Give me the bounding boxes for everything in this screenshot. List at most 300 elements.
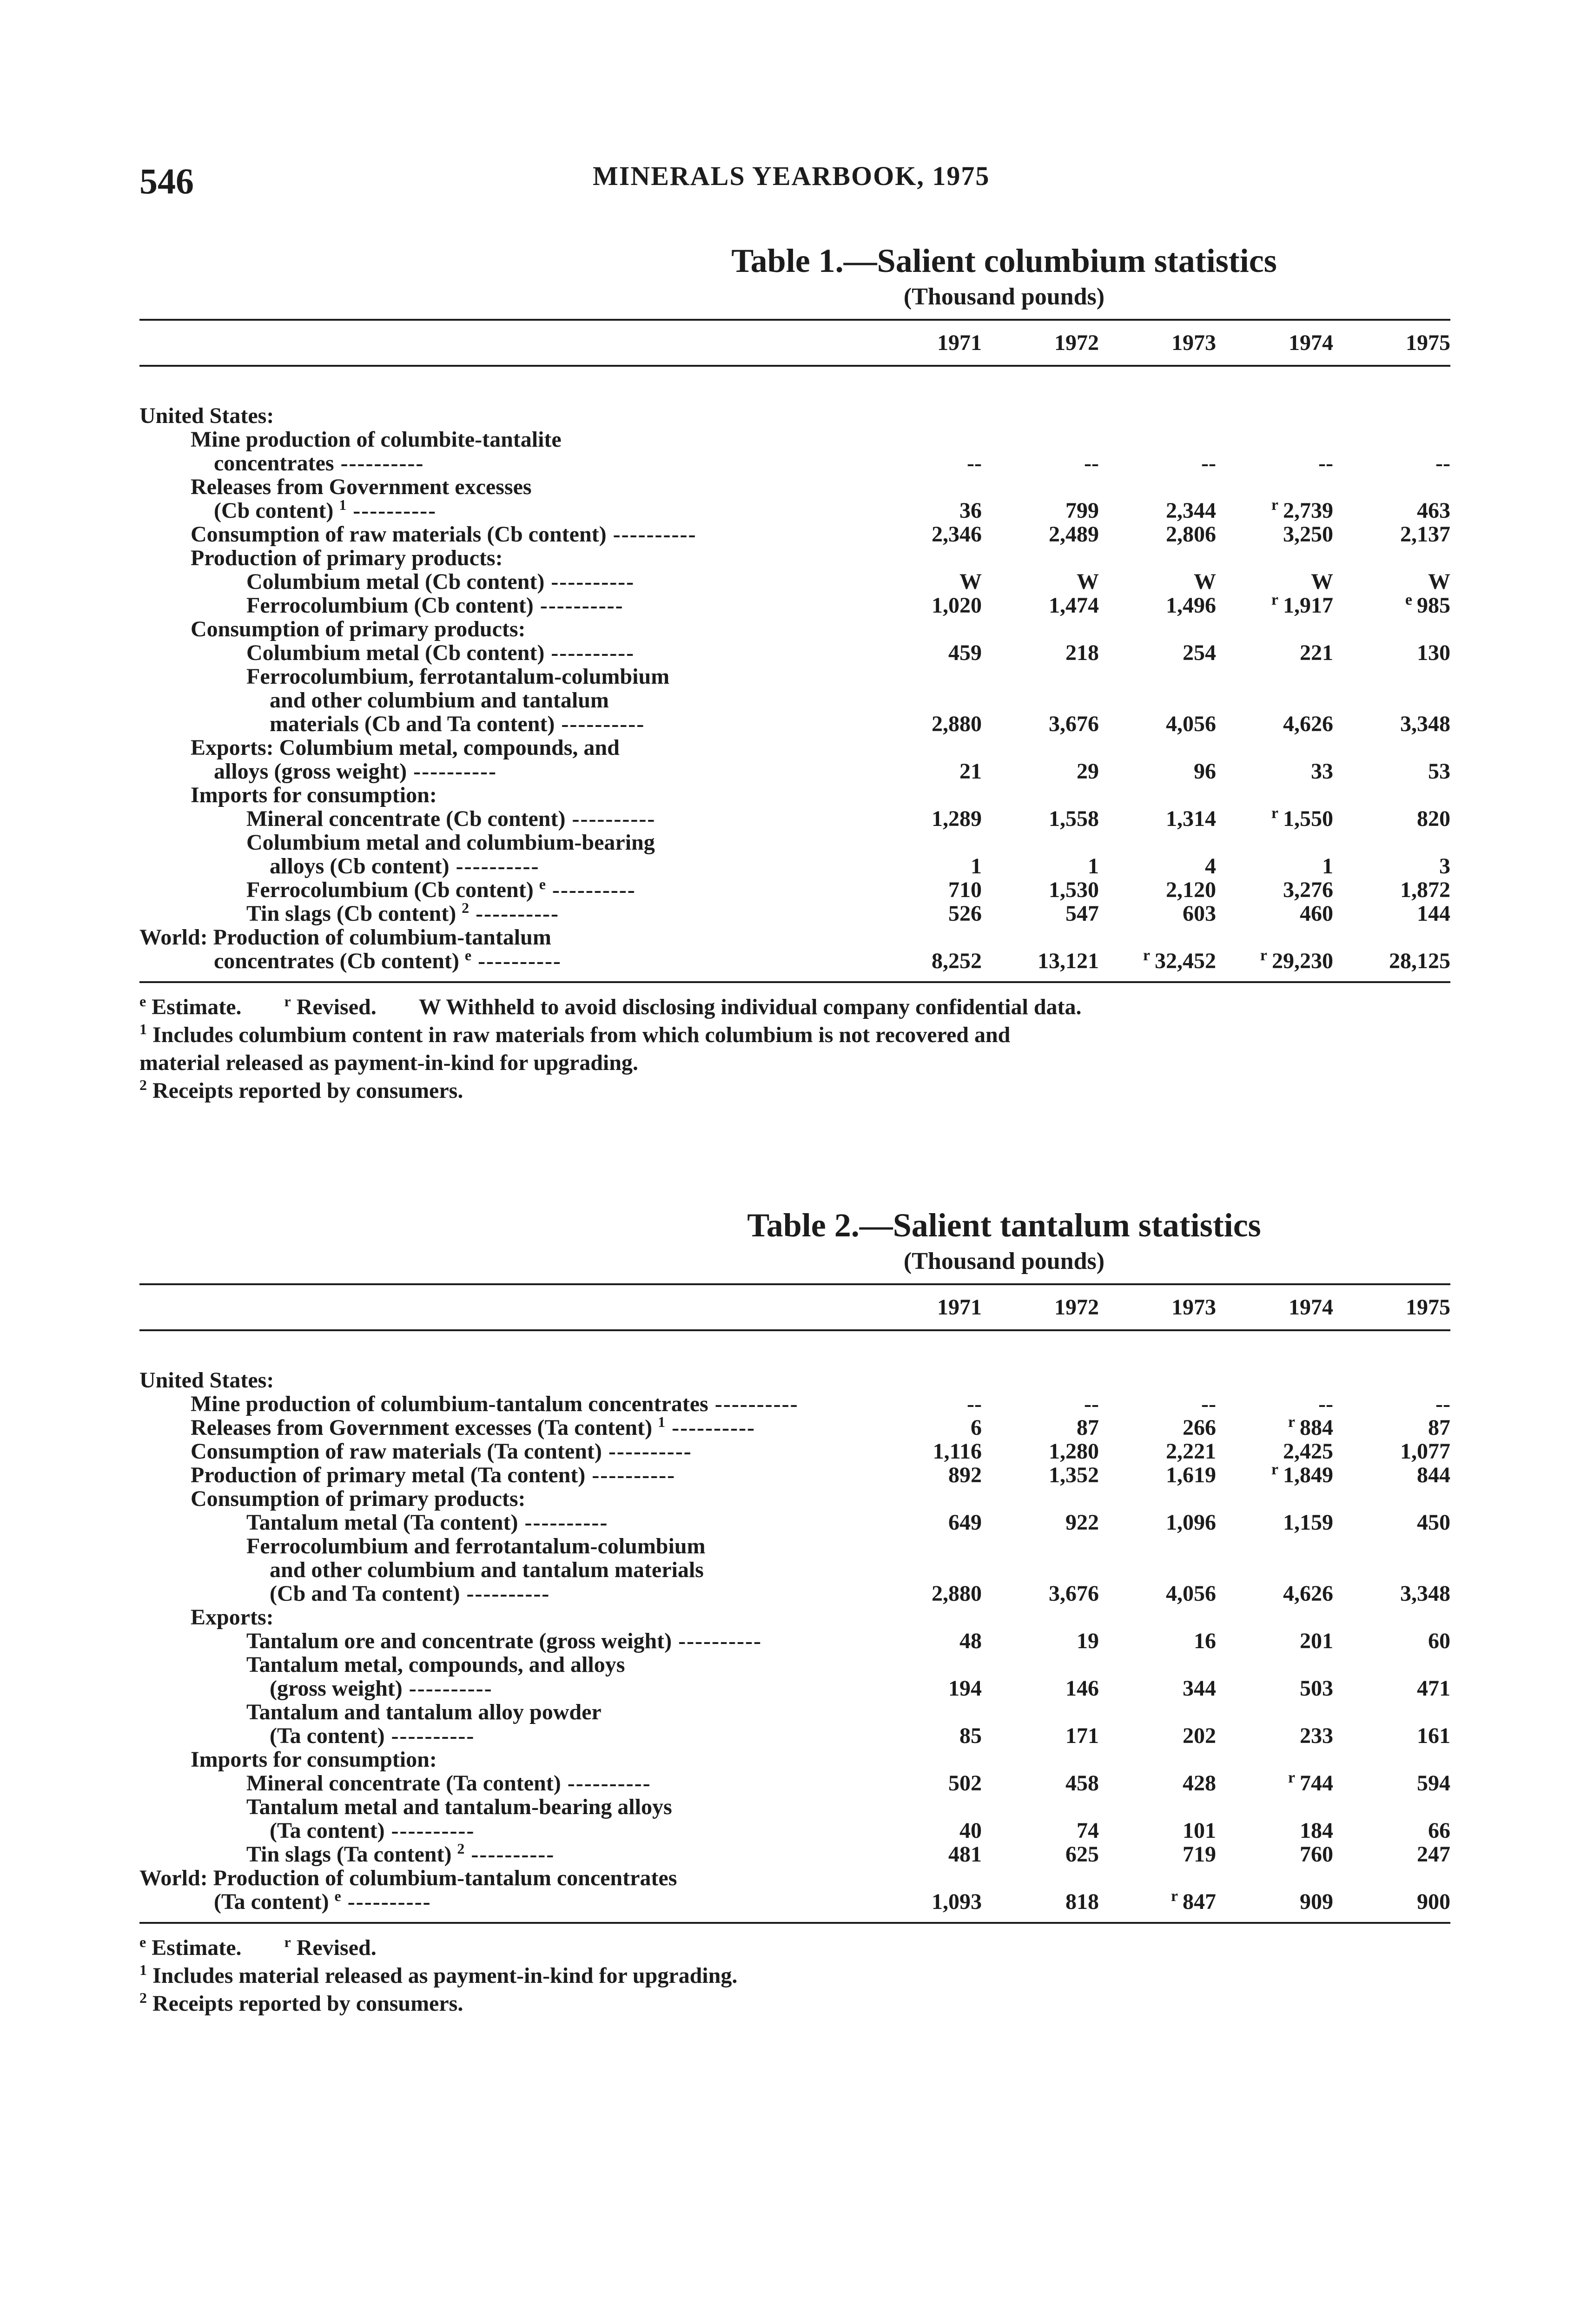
dot-leader: ---------- — [469, 901, 560, 926]
row-label-text: Ferrocolumbium, ferrotantalum-columbium — [246, 664, 670, 689]
value-cell — [982, 594, 1099, 617]
value: 892 — [948, 1463, 982, 1487]
value-cell — [982, 1605, 1099, 1629]
value-cell — [1099, 1534, 1216, 1558]
row-label — [139, 1866, 865, 1890]
table-row — [139, 475, 1450, 499]
value: 1,077 — [1400, 1439, 1450, 1464]
value-cell — [982, 570, 1099, 594]
value-cell — [865, 831, 982, 854]
row-label-text: Mineral concentrate (Ta content) — [246, 1771, 561, 1796]
value: 201 — [1300, 1629, 1333, 1653]
table-2-body — [139, 1330, 1450, 1923]
row-label-cell — [139, 1677, 865, 1700]
value-mark: r — [1271, 496, 1278, 514]
row-label-cell — [139, 522, 865, 546]
row-label-cell — [139, 594, 865, 617]
value: 594 — [1417, 1771, 1450, 1796]
value-cell — [982, 1700, 1099, 1724]
value: 1,280 — [1049, 1439, 1099, 1464]
row-label-cell — [139, 1534, 865, 1558]
value-cell — [1333, 1795, 1450, 1819]
value: 1,314 — [1166, 806, 1216, 831]
footnote-marker: 1 — [339, 496, 347, 513]
value: -- — [1084, 451, 1099, 475]
value-cell — [1099, 1463, 1216, 1487]
value-cell — [1216, 1866, 1333, 1890]
row-label-text: United States: — [139, 1368, 274, 1393]
table-row — [139, 1511, 1450, 1534]
value: 130 — [1417, 640, 1450, 665]
value-cell — [865, 1795, 982, 1819]
value: 2,489 — [1049, 522, 1099, 547]
value-cell — [1333, 1748, 1450, 1771]
value-cell — [1099, 854, 1216, 878]
value-cell — [865, 1558, 982, 1582]
value-cell — [1216, 617, 1333, 641]
row-label-cell — [139, 759, 865, 783]
value: 171 — [1065, 1723, 1099, 1748]
value-cell — [1333, 1439, 1450, 1463]
value: 32,452 — [1155, 949, 1216, 973]
row-label — [139, 1413, 865, 1440]
value-cell — [865, 878, 982, 902]
footnote-marker: e — [539, 876, 546, 892]
table-row — [139, 1890, 1450, 1923]
footnote-marker: 1 — [658, 1413, 666, 1430]
value: 194 — [948, 1676, 982, 1701]
value: 2,221 — [1166, 1439, 1216, 1464]
row-label-cell — [139, 665, 865, 688]
value: -- — [967, 451, 982, 475]
table-row — [139, 1724, 1450, 1748]
value-cell — [1333, 591, 1450, 618]
value-cell — [1333, 1558, 1450, 1582]
table-1-year-header: 1974 — [1216, 320, 1333, 366]
row-label-text: Releases from Government excesses — [191, 475, 532, 499]
value: 21 — [959, 759, 982, 784]
value-cell — [1099, 1795, 1216, 1819]
value: 625 — [1065, 1842, 1099, 1867]
value-cell — [1216, 712, 1333, 736]
value-cell — [865, 1700, 982, 1724]
value: 909 — [1300, 1889, 1333, 1914]
table-2-year-header: 1973 — [1099, 1284, 1216, 1330]
table-row — [139, 366, 1450, 428]
row-label — [139, 759, 865, 783]
value: 4,626 — [1283, 712, 1333, 736]
row-label-text: (gross weight) — [270, 1676, 403, 1701]
table-1-body — [139, 366, 1450, 982]
value-cell — [1216, 831, 1333, 854]
value-cell — [1216, 925, 1333, 949]
value-cell — [982, 1653, 1099, 1677]
value: 266 — [1183, 1415, 1216, 1440]
row-label-cell — [139, 641, 865, 665]
value-cell — [865, 1416, 982, 1439]
value-cell — [1216, 1700, 1333, 1724]
value: 40 — [959, 1818, 982, 1843]
value-cell — [1216, 1629, 1333, 1653]
dot-leader: ---------- — [672, 1629, 762, 1653]
value-cell — [865, 1771, 982, 1795]
value-cell — [1216, 591, 1333, 618]
table-row — [139, 1487, 1450, 1511]
table-row — [139, 617, 1450, 641]
value-cell — [865, 736, 982, 759]
row-label-text: Tantalum metal, compounds, and alloys — [246, 1652, 625, 1677]
value-cell — [1333, 1890, 1450, 1923]
value-cell — [982, 1795, 1099, 1819]
dot-leader: ---------- — [341, 1889, 431, 1914]
row-label-text: Tantalum metal (Ta content) — [246, 1510, 518, 1535]
value-mark: r — [1143, 947, 1150, 964]
value: 1,619 — [1166, 1463, 1216, 1487]
table-row — [139, 546, 1450, 570]
value-cell — [1216, 1653, 1333, 1677]
dot-leader: ---------- — [518, 1510, 608, 1535]
row-label — [139, 925, 865, 949]
table-row — [139, 1534, 1450, 1558]
row-label — [139, 570, 865, 594]
row-label-cell — [139, 1748, 865, 1771]
dot-leader: ---------- — [460, 1581, 550, 1606]
value-cell — [1333, 736, 1450, 759]
value-cell — [1216, 1413, 1333, 1440]
value-cell — [982, 1330, 1099, 1392]
value-cell — [1099, 1677, 1216, 1700]
value-cell — [1216, 1819, 1333, 1842]
row-label — [139, 1558, 865, 1582]
value: 1,096 — [1166, 1510, 1216, 1535]
row-label-text: (Ta content) — [270, 1818, 385, 1843]
value: 460 — [1300, 901, 1333, 926]
table-1-year-header: 1975 — [1333, 320, 1450, 366]
value-cell — [1333, 1629, 1450, 1653]
row-label-cell — [139, 1819, 865, 1842]
value-cell — [1333, 1534, 1450, 1558]
table-1-year-header: 1973 — [1099, 320, 1216, 366]
value-cell — [1216, 949, 1333, 982]
value-cell — [865, 1534, 982, 1558]
row-label-text: and other columbium and tantalum materials — [270, 1558, 704, 1582]
value-cell — [1216, 1677, 1333, 1700]
value: 1,093 — [932, 1889, 982, 1914]
value: 3,676 — [1049, 712, 1099, 736]
value: 96 — [1194, 759, 1216, 784]
row-label-cell — [139, 1653, 865, 1677]
row-label — [139, 546, 865, 570]
value: 29 — [1077, 759, 1099, 784]
row-label-cell — [139, 1866, 865, 1890]
value: 53 — [1428, 759, 1450, 784]
value: 60 — [1428, 1629, 1450, 1653]
table-row — [139, 451, 1450, 475]
value-cell — [1099, 1771, 1216, 1795]
row-label-text: alloys (Cb content) — [270, 854, 450, 878]
value-cell — [1216, 783, 1333, 807]
value-cell — [1216, 1330, 1333, 1392]
value-cell — [1333, 499, 1450, 522]
row-label-cell — [139, 783, 865, 807]
value-cell — [1099, 1439, 1216, 1463]
row-label — [139, 617, 865, 641]
value-cell — [1099, 546, 1216, 570]
value: 847 — [1183, 1889, 1216, 1914]
table-row — [139, 925, 1450, 949]
table-1-header-row — [139, 320, 1450, 366]
row-label — [139, 404, 865, 428]
table-row — [139, 712, 1450, 736]
value-cell — [865, 617, 982, 641]
value: 1,020 — [932, 593, 982, 618]
value-cell — [865, 1724, 982, 1748]
value-cell — [1216, 522, 1333, 546]
value-cell — [982, 475, 1099, 499]
row-label-text: materials (Cb and Ta content) — [270, 712, 555, 736]
table-row — [139, 1677, 1450, 1700]
row-label-cell — [139, 475, 865, 499]
table-2 — [139, 1283, 1450, 1924]
value-cell — [1333, 1605, 1450, 1629]
value: 87 — [1077, 1415, 1099, 1440]
value: 161 — [1417, 1723, 1450, 1748]
value-cell — [865, 759, 982, 783]
value-cell — [982, 1842, 1099, 1866]
value-mark: e — [1405, 591, 1412, 608]
value-cell — [865, 475, 982, 499]
row-label — [139, 1534, 865, 1558]
value: 1,159 — [1283, 1510, 1333, 1535]
value-cell — [982, 1534, 1099, 1558]
value: 710 — [948, 878, 982, 902]
row-label-cell — [139, 831, 865, 854]
table-row — [139, 759, 1450, 783]
value-cell — [1216, 428, 1333, 451]
table-row — [139, 831, 1450, 854]
value-cell — [865, 1819, 982, 1842]
row-label — [139, 522, 865, 546]
value-cell — [1216, 1582, 1333, 1605]
value-cell — [982, 712, 1099, 736]
page-header — [139, 160, 1488, 211]
row-label-text: Consumption of primary products: — [191, 1486, 526, 1511]
row-label-cell — [139, 878, 865, 902]
row-label-cell — [139, 366, 865, 428]
row-label-cell — [139, 1771, 865, 1795]
footnote-1-text: Includes material released as payment-in-kind for upgrading. — [152, 1963, 738, 1988]
table-1-label-header — [139, 320, 865, 366]
footnote-1-text: Includes columbium content in raw materials from which columbium is not recovered and — [152, 1023, 1011, 1047]
value-cell — [982, 854, 1099, 878]
row-label — [139, 475, 865, 499]
value: 1,872 — [1400, 878, 1450, 902]
row-label — [139, 641, 865, 665]
value-cell — [1099, 1866, 1216, 1890]
dot-leader: ---------- — [384, 1723, 475, 1748]
row-label — [139, 594, 865, 617]
value-cell — [1216, 736, 1333, 759]
footnote-2-mark: 2 — [139, 1989, 147, 2006]
row-label — [139, 1463, 865, 1487]
value: 884 — [1300, 1415, 1333, 1440]
value: W — [1077, 569, 1099, 594]
table-row — [139, 428, 1450, 451]
table-1-legend-line — [139, 993, 1450, 1021]
row-label-text: Tantalum metal and tantalum-bearing alloys — [246, 1795, 672, 1819]
row-label — [139, 1605, 865, 1629]
value-cell — [982, 428, 1099, 451]
value-cell — [1216, 1748, 1333, 1771]
table-row — [139, 594, 1450, 617]
value: 85 — [959, 1723, 982, 1748]
value-cell — [1099, 1724, 1216, 1748]
value-cell — [865, 641, 982, 665]
footnote-1-mark: 1 — [139, 1021, 147, 1037]
value-mark: r — [1271, 1461, 1278, 1478]
table-row — [139, 1330, 1450, 1392]
table-1-notes — [139, 993, 1450, 1105]
table-row — [139, 1629, 1450, 1653]
row-label-text: Ferrocolumbium (Cb content) — [246, 878, 534, 902]
value-cell — [1216, 570, 1333, 594]
row-label-cell — [139, 570, 865, 594]
value-cell — [982, 1890, 1099, 1923]
value-cell — [1099, 1629, 1216, 1653]
value-cell — [865, 546, 982, 570]
table-2-year-header: 1974 — [1216, 1284, 1333, 1330]
value-cell — [1216, 1534, 1333, 1558]
row-label — [139, 1677, 865, 1700]
value-cell — [1099, 428, 1216, 451]
value: 1 — [1322, 854, 1333, 878]
value-cell — [1099, 1700, 1216, 1724]
value: 1,496 — [1166, 593, 1216, 618]
value: 2,344 — [1166, 498, 1216, 523]
table-1 — [139, 319, 1450, 983]
dot-leader: ---------- — [334, 451, 424, 475]
value-cell — [1216, 451, 1333, 475]
row-label — [139, 1890, 865, 1914]
table-row — [139, 854, 1450, 878]
dot-leader: ---------- — [533, 593, 624, 618]
value-cell — [1333, 854, 1450, 878]
row-label-cell — [139, 949, 865, 982]
value-cell — [982, 759, 1099, 783]
row-label-text: and other columbium and tantalum — [270, 688, 609, 713]
table-row — [139, 1605, 1450, 1629]
value-cell — [982, 1677, 1099, 1700]
value-cell — [982, 1463, 1099, 1487]
row-label-text: (Ta content) — [270, 1723, 385, 1748]
value-cell — [1216, 1605, 1333, 1629]
value-cell — [865, 1487, 982, 1511]
dot-leader: ---------- — [407, 759, 497, 784]
value: 1,289 — [932, 806, 982, 831]
value: 1,849 — [1283, 1463, 1333, 1487]
value-cell — [1333, 1842, 1450, 1866]
dot-leader: ---------- — [346, 498, 437, 523]
value: 344 — [1183, 1676, 1216, 1701]
row-label-text: Consumption of primary products: — [191, 617, 526, 641]
row-label-text: alloys (gross weight) — [214, 759, 407, 784]
dot-leader: ---------- — [449, 854, 540, 878]
value: 2,137 — [1400, 522, 1450, 547]
value: 4,056 — [1166, 712, 1216, 736]
value: 66 — [1428, 1818, 1450, 1843]
value: 2,425 — [1283, 1439, 1333, 1464]
row-label — [139, 807, 865, 831]
row-label-text: Ferrocolumbium and ferrotantalum-columbium — [246, 1534, 706, 1558]
value-cell — [1216, 1795, 1333, 1819]
table-2-year-header: 1971 — [865, 1284, 982, 1330]
value: 74 — [1077, 1818, 1099, 1843]
value-cell — [982, 617, 1099, 641]
value-cell — [1216, 759, 1333, 783]
value: 3,250 — [1283, 522, 1333, 547]
table-1-year-header: 1972 — [982, 320, 1099, 366]
value-cell — [865, 783, 982, 807]
footnote-marker: 2 — [462, 899, 470, 916]
row-label-cell — [139, 1700, 865, 1724]
value: 459 — [948, 640, 982, 665]
table-2-legend-line — [139, 1934, 1450, 1962]
value-cell — [982, 1748, 1099, 1771]
table-row — [139, 949, 1450, 982]
value-cell — [1333, 878, 1450, 902]
value: -- — [967, 1392, 982, 1416]
value: -- — [1318, 1392, 1333, 1416]
value-cell — [982, 783, 1099, 807]
value-cell — [1099, 1487, 1216, 1511]
row-label-text: (Ta content) — [214, 1889, 329, 1914]
value-cell — [1216, 854, 1333, 878]
value-cell — [1333, 641, 1450, 665]
value-cell — [865, 1842, 982, 1866]
value-cell — [1099, 522, 1216, 546]
row-label — [139, 1700, 865, 1724]
value: 19 — [1077, 1629, 1099, 1653]
value: 3,348 — [1400, 1581, 1450, 1606]
table-row — [139, 1748, 1450, 1771]
value-cell — [1099, 1890, 1216, 1923]
value: 547 — [1065, 901, 1099, 926]
value: 471 — [1417, 1676, 1450, 1701]
row-label-text: Mineral concentrate (Cb content) — [246, 806, 566, 831]
value-cell — [982, 1511, 1099, 1534]
value-cell — [1216, 1842, 1333, 1866]
table-1-footnote-1-cont: material released as payment-in-kind for upgrading. — [139, 1050, 638, 1075]
value-cell — [1333, 1487, 1450, 1511]
value-cell — [982, 1629, 1099, 1653]
table-2-footnote-2 — [139, 1990, 1450, 2018]
dot-leader: ---------- — [544, 569, 635, 594]
dot-leader: ---------- — [555, 712, 645, 736]
value-cell — [1216, 878, 1333, 902]
value-cell — [1333, 807, 1450, 831]
value: 818 — [1065, 1889, 1099, 1914]
table-2-year-header: 1975 — [1333, 1284, 1450, 1330]
value: W — [1311, 569, 1333, 594]
table-1-footnote-1 — [139, 1021, 1450, 1049]
value: 820 — [1417, 806, 1450, 831]
value-cell — [1333, 1330, 1450, 1392]
value-cell — [982, 366, 1099, 428]
value: 1,550 — [1283, 806, 1333, 831]
value-cell — [982, 949, 1099, 982]
row-label-text: Production of primary metal (Ta content) — [191, 1463, 586, 1487]
value: 3,348 — [1400, 712, 1450, 736]
